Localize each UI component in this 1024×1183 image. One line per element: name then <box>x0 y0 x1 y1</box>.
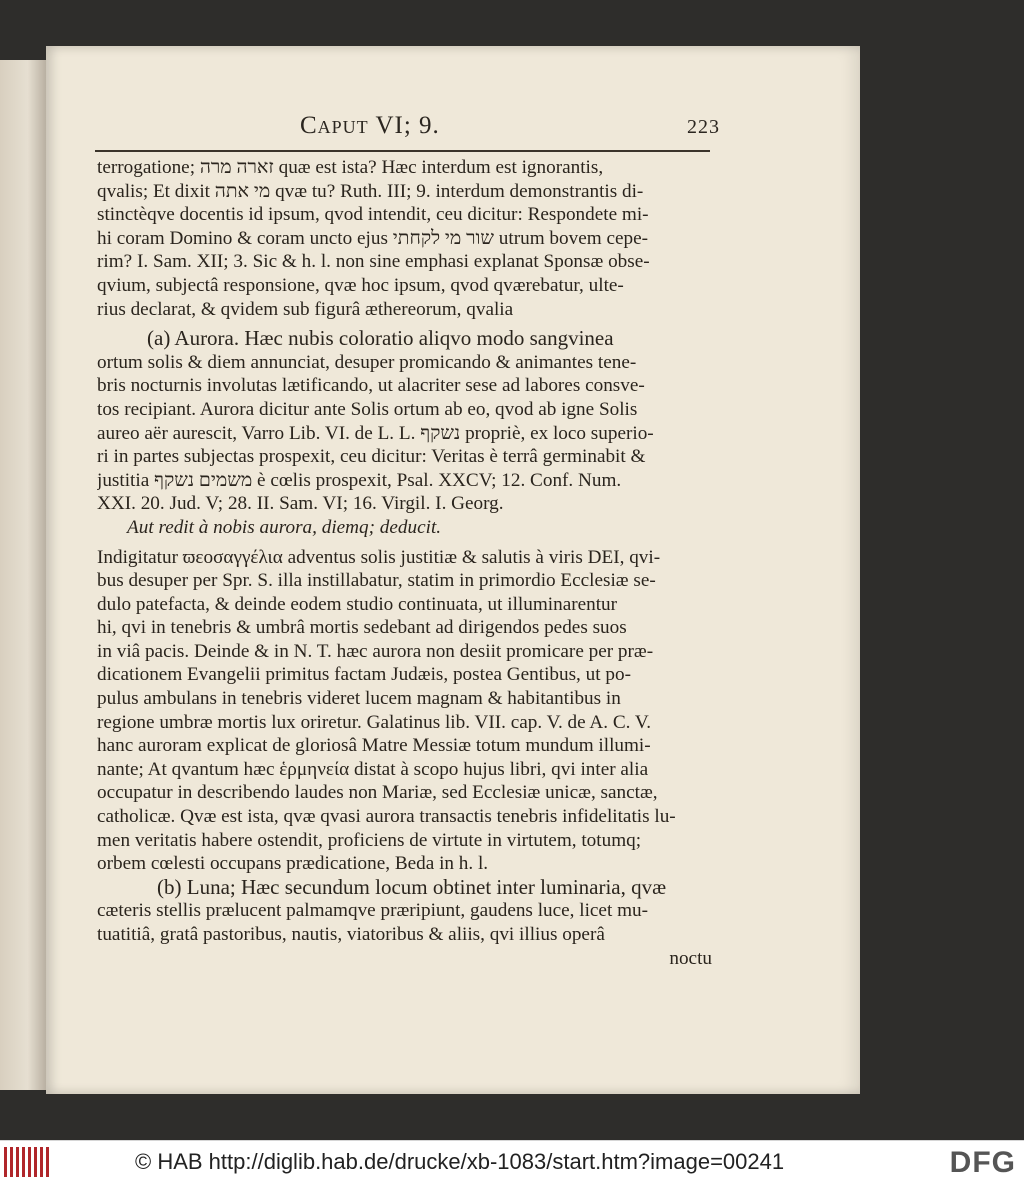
text-line: bus desuper per Spr. S. illa instillabatur, statim in primordio Ecclesiæ se- <box>97 570 656 592</box>
previous-page-edge <box>0 60 47 1090</box>
text-line: rius declarat, & qvidem sub figurâ æthereorum, qvalia <box>97 298 514 320</box>
text-line-section-b: (b) Luna; Hæc secundum locum obtinet inter luminaria, qvæ <box>157 875 667 899</box>
text-line: justitia משמים נשקף è cœlis prospexit, Psal. XXCV; 12. Conf. Num. <box>97 469 622 491</box>
text-line: hi, qvi in tenebris & umbrâ mortis sedebant ad dirigendos pedes suos <box>97 617 627 639</box>
page-number: 223 <box>687 116 720 138</box>
text-line: ortum solis & diem annunciat, desuper promicando & animantes tene- <box>97 351 637 373</box>
text-line: orbem cœlesti occupans prædicatione, Beda in h. l. <box>97 853 489 875</box>
text-line: aureo aër aurescit, Varro Lib. VI. de L. L. נשקף propriè, ex loco superio- <box>97 422 654 444</box>
text-line: XXI. 20. Jud. V; 28. II. Sam. VI; 16. Virgil. I. Georg. <box>97 493 504 515</box>
catchword: noctu <box>669 947 712 969</box>
text-line: qvium, subjectâ responsione, qvæ hoc ipsum, qvod qværebatur, ulte- <box>97 274 624 296</box>
text-line: tos recipiant. Aurora dicitur ante Solis ortum ab eo, qvod ab igne Solis <box>97 398 638 420</box>
text-line: bris nocturnis involutas lætificando, ut alacriter sese ad labores consve- <box>97 375 645 397</box>
text-line: terrogatione; זארה מרה quæ est ista? Hæc interdum est ignorantis, <box>97 157 604 178</box>
text-line: qvalis; Et dixit מי אתה qvæ tu? Ruth. III; 9. interdum demonstrantis di- <box>97 180 644 202</box>
text-line: rim? I. Sam. XII; 3. Sic & h. l. non sine emphasi explanat Sponsæ obse- <box>97 251 650 273</box>
hab-logo-icon <box>4 1147 50 1177</box>
page-text <box>97 156 712 970</box>
verse-quotation: Aut redit à nobis aurora, diemq; deducit. <box>127 516 442 538</box>
text-line: hi coram Domino & coram uncto ejus שור מי לקחתי utrum bovem cepe- <box>97 227 648 249</box>
text-line: nante; At qvantum hæc ἑρμηνεία distat à scopo hujus libri, qvi inter alia <box>97 758 649 780</box>
header-rule <box>95 150 710 152</box>
text-line: ri in partes subjectas prospexit, ceu dicitur: Veritas è terrâ germinabit & <box>97 446 646 468</box>
dfg-logo: DFG <box>949 1146 1016 1179</box>
text-line: stinctèqve docentis id ipsum, qvod intendit, ceu dicitur: Respondete mi- <box>97 204 649 226</box>
footer-bar <box>0 1140 1024 1183</box>
text-line: Indigitatur ϖεοσαγγέλια adventus solis justitiæ & salutis à viris DEI, qvi- <box>97 546 661 568</box>
text-line: regione umbræ mortis lux oriretur. Galatinus lib. VII. cap. V. de A. C. V. <box>97 711 652 733</box>
text-line: cæteris stellis prælucent palmamqve præripiunt, gaudens luce, licet mu- <box>97 900 648 922</box>
text-line: dulo patefacta, & deinde eodem studio continuata, ut illuminarentur <box>97 593 618 615</box>
text-line: catholicæ. Qvæ est ista, qvæ qvasi aurora transactis tenebris infidelitatis lu- <box>97 806 676 828</box>
text-line: tuatitiâ, gratâ pastoribus, nautis, viatoribus & aliis, qvi illius operâ <box>97 924 605 945</box>
footer-link[interactable]: © HAB http://diglib.hab.de/drucke/xb-1083/start.htm?image=00241 <box>135 1149 785 1174</box>
running-head: Caput VI; 9. <box>300 112 440 139</box>
text-line: occupatur in describendo laudes non Mariæ, sed Ecclesiæ unicæ, sanctæ, <box>97 782 658 804</box>
text-line: in viâ pacis. Deinde & in N. T. hæc aurora non desiit promicare per præ- <box>97 640 654 662</box>
page-header <box>300 112 720 146</box>
text-line: hanc auroram explicat de gloriosâ Matre Messiæ totum mundum illumi- <box>97 735 651 757</box>
text-line-section-a: (a) Aurora. Hæc nubis coloratio aliqvo modo sangvinea <box>147 327 614 351</box>
text-line: pulus ambulans in tenebris videret lucem magnam & habitantibus in <box>97 688 621 710</box>
text-line: dicationem Evangelii primitus factam Judæis, postea Gentibus, ut po- <box>97 664 631 686</box>
text-line: men veritatis habere ostendit, proficiens de virtute in virtutem, totumq; <box>97 829 642 851</box>
